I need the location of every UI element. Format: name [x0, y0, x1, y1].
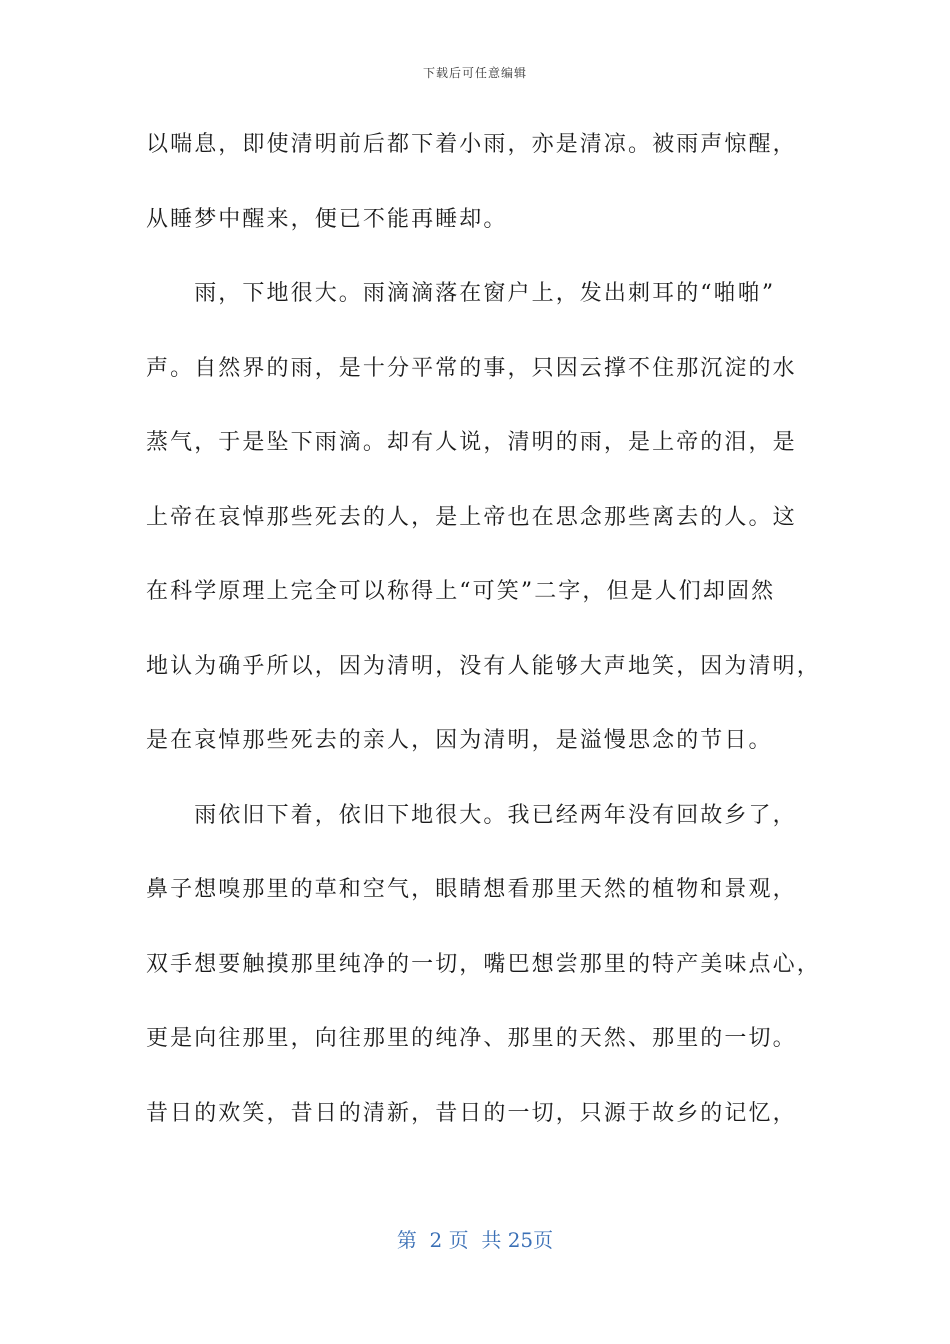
body-line-10: 雨依旧下着，依旧下地很大。我已经两年没有回故乡了，: [146, 803, 797, 828]
body-line-4: 声。自然界的雨，是十分平常的事，只因云撑不住那沉淀的水: [146, 356, 797, 381]
page-header-note: 下载后可任意编辑: [422, 66, 527, 80]
body-line-6: 上帝在哀悼那些死去的人，是上帝也在思念那些离去的人。这: [146, 505, 797, 530]
body-line-12: 双手想要触摸那里纯净的一切，嘴巴想尝那里的特产美味点心，: [146, 952, 821, 977]
body-line-8: 地认为确乎所以，因为清明，没有人能够大声地笑，因为清明，: [146, 654, 821, 679]
body-line-3: 雨，下地很大。雨滴滴落在窗户上，发出刺耳的“啪啪”: [146, 281, 776, 306]
body-line-14: 昔日的欢笑，昔日的清新，昔日的一切，只源于故乡的记忆，: [146, 1101, 797, 1126]
body-line-13: 更是向往那里，向往那里的纯净、那里的天然、那里的一切。: [146, 1026, 797, 1051]
body-line-2: 从睡梦中醒来，便已不能再睡却。: [146, 207, 508, 232]
page-number-footer: 第 2 页 共 25页: [396, 1228, 554, 1252]
body-line-7: 在科学原理上完全可以称得上“可笑”二字，但是人们却固然: [146, 579, 776, 604]
body-line-9: 是在哀悼那些死去的亲人，因为清明，是溢慢思念的节日。: [146, 728, 773, 753]
body-line-1: 以喘息，即使清明前后都下着小雨，亦是清凉。被雨声惊醒，: [146, 132, 797, 157]
body-line-5: 蒸气，于是坠下雨滴。却有人说，清明的雨，是上帝的泪，是: [146, 430, 797, 455]
body-line-11: 鼻子想嗅那里的草和空气，眼睛想看那里天然的植物和景观，: [146, 877, 797, 902]
